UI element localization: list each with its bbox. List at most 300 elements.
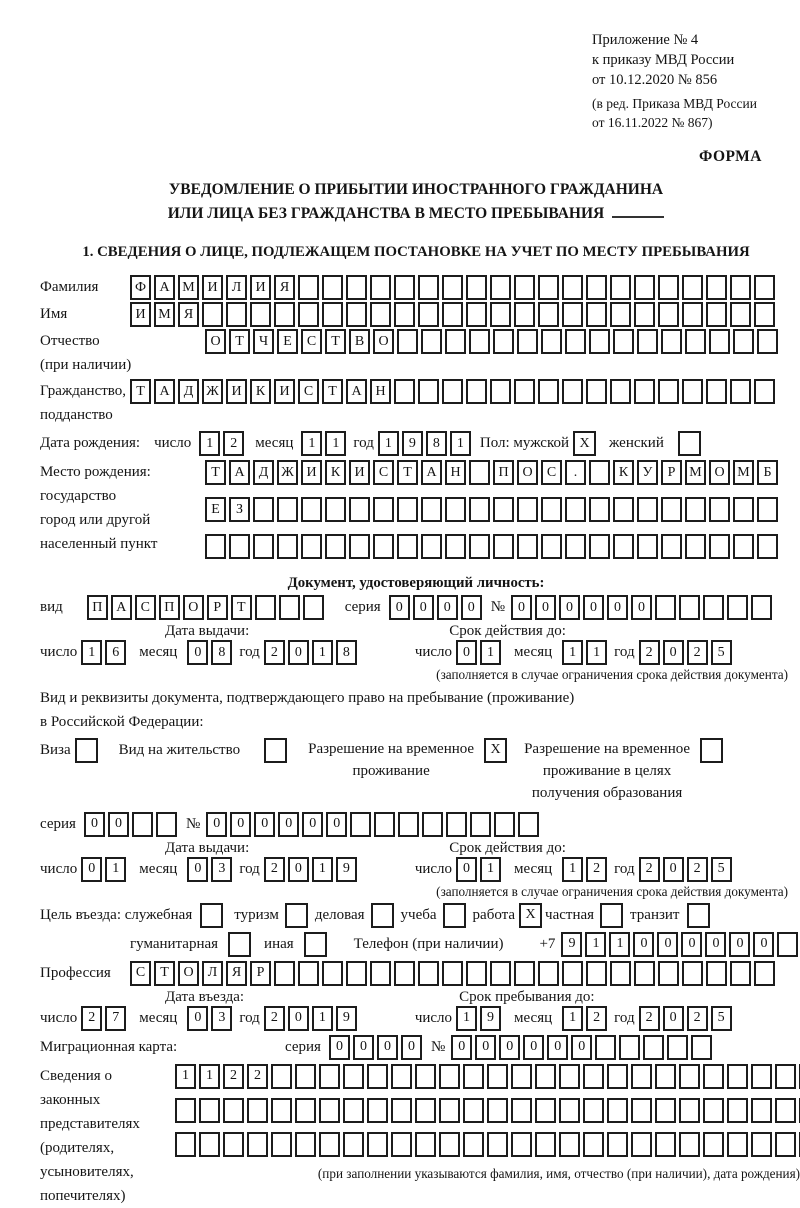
char-cell[interactable]: З: [229, 497, 250, 522]
char-cell[interactable]: О: [373, 329, 394, 354]
char-cell[interactable]: [247, 1132, 268, 1157]
char-cell[interactable]: [493, 534, 514, 559]
char-cell[interactable]: [466, 379, 487, 404]
char-cell[interactable]: 1: [562, 857, 583, 882]
char-cell[interactable]: [600, 903, 623, 928]
char-cell[interactable]: [775, 1132, 796, 1157]
char-cell[interactable]: [418, 961, 439, 986]
char-cell[interactable]: [415, 1064, 436, 1089]
char-cell[interactable]: [631, 1132, 652, 1157]
char-cell[interactable]: [727, 595, 748, 620]
male-checkbox[interactable]: [573, 431, 599, 456]
char-cell[interactable]: [667, 1035, 688, 1060]
char-cell[interactable]: [325, 534, 346, 559]
char-cell[interactable]: Ж: [202, 379, 223, 404]
char-cell[interactable]: [658, 961, 679, 986]
char-cell[interactable]: [391, 1064, 412, 1089]
char-cell[interactable]: 2: [687, 857, 708, 882]
char-cell[interactable]: А: [229, 460, 250, 485]
char-cell[interactable]: 0: [547, 1035, 568, 1060]
char-cell[interactable]: [655, 1132, 676, 1157]
char-cell[interactable]: [514, 302, 535, 327]
char-cell[interactable]: 0: [187, 857, 208, 882]
char-cell[interactable]: Ж: [277, 460, 298, 485]
char-cell[interactable]: 0: [705, 932, 726, 957]
char-cell[interactable]: [610, 379, 631, 404]
char-cell[interactable]: [687, 903, 710, 928]
char-cell[interactable]: 0: [729, 932, 750, 957]
char-cell[interactable]: [586, 302, 607, 327]
char-cell[interactable]: [175, 1098, 196, 1123]
char-cell[interactable]: [370, 302, 391, 327]
char-cell[interactable]: [610, 275, 631, 300]
char-cell[interactable]: [367, 1098, 388, 1123]
char-cell[interactable]: [538, 379, 559, 404]
char-cell[interactable]: Я: [178, 302, 199, 327]
char-cell[interactable]: [279, 595, 300, 620]
char-cell[interactable]: 2: [223, 1064, 244, 1089]
char-cell[interactable]: 0: [663, 857, 684, 882]
char-cell[interactable]: [445, 497, 466, 522]
char-cell[interactable]: С: [130, 961, 151, 986]
char-cell[interactable]: Л: [226, 275, 247, 300]
char-cell[interactable]: [610, 302, 631, 327]
char-cell[interactable]: Т: [154, 961, 175, 986]
char-cell[interactable]: [226, 302, 247, 327]
char-cell[interactable]: Ч: [253, 329, 274, 354]
char-cell[interactable]: 1: [325, 431, 346, 456]
char-cell[interactable]: [679, 595, 700, 620]
char-cell[interactable]: [439, 1064, 460, 1089]
char-cell[interactable]: 1: [312, 857, 333, 882]
char-cell[interactable]: Д: [253, 460, 274, 485]
char-cell[interactable]: 1: [378, 431, 399, 456]
char-cell[interactable]: О: [205, 329, 226, 354]
char-cell[interactable]: И: [130, 302, 151, 327]
char-cell[interactable]: [445, 534, 466, 559]
char-cell[interactable]: 1: [81, 640, 102, 665]
char-cell[interactable]: [583, 1098, 604, 1123]
char-cell[interactable]: 0: [377, 1035, 398, 1060]
char-cell[interactable]: [466, 275, 487, 300]
char-cell[interactable]: 2: [247, 1064, 268, 1089]
char-cell[interactable]: П: [87, 595, 108, 620]
char-cell[interactable]: [751, 1132, 772, 1157]
char-cell[interactable]: [631, 1064, 652, 1089]
char-cell[interactable]: А: [111, 595, 132, 620]
char-cell[interactable]: 2: [687, 640, 708, 665]
char-cell[interactable]: [775, 1064, 796, 1089]
char-cell[interactable]: [538, 275, 559, 300]
char-cell[interactable]: [518, 812, 539, 837]
char-cell[interactable]: [586, 379, 607, 404]
char-cell[interactable]: [346, 302, 367, 327]
char-cell[interactable]: 2: [223, 431, 244, 456]
char-cell[interactable]: [274, 961, 295, 986]
char-cell[interactable]: [562, 961, 583, 986]
char-cell[interactable]: Ф: [130, 275, 151, 300]
char-cell[interactable]: 0: [571, 1035, 592, 1060]
char-cell[interactable]: А: [154, 275, 175, 300]
char-cell[interactable]: [343, 1132, 364, 1157]
char-cell[interactable]: [370, 275, 391, 300]
char-cell[interactable]: [727, 1132, 748, 1157]
char-cell[interactable]: П: [159, 595, 180, 620]
char-cell[interactable]: [655, 595, 676, 620]
char-cell[interactable]: 5: [711, 857, 732, 882]
char-cell[interactable]: И: [274, 379, 295, 404]
char-cell[interactable]: [277, 497, 298, 522]
char-cell[interactable]: 0: [753, 932, 774, 957]
char-cell[interactable]: 3: [211, 1006, 232, 1031]
char-cell[interactable]: 8: [336, 640, 357, 665]
char-cell[interactable]: Е: [205, 497, 226, 522]
char-cell[interactable]: [418, 302, 439, 327]
char-cell[interactable]: [658, 379, 679, 404]
char-cell[interactable]: [442, 302, 463, 327]
char-cell[interactable]: [298, 275, 319, 300]
char-cell[interactable]: Т: [325, 329, 346, 354]
char-cell[interactable]: [470, 812, 491, 837]
char-cell[interactable]: [391, 1098, 412, 1123]
char-cell[interactable]: X: [519, 903, 542, 928]
char-cell[interactable]: С: [298, 379, 319, 404]
char-cell[interactable]: [613, 534, 634, 559]
char-cell[interactable]: [397, 329, 418, 354]
char-cell[interactable]: [490, 961, 511, 986]
char-cell[interactable]: 1: [480, 857, 501, 882]
char-cell[interactable]: [538, 302, 559, 327]
char-cell[interactable]: С: [135, 595, 156, 620]
char-cell[interactable]: [511, 1064, 532, 1089]
char-cell[interactable]: [415, 1098, 436, 1123]
char-cell[interactable]: О: [183, 595, 204, 620]
char-cell[interactable]: [730, 961, 751, 986]
char-cell[interactable]: [775, 1098, 796, 1123]
char-cell[interactable]: [322, 302, 343, 327]
char-cell[interactable]: 0: [108, 812, 129, 837]
char-cell[interactable]: [706, 275, 727, 300]
char-cell[interactable]: [247, 1098, 268, 1123]
char-cell[interactable]: [175, 1132, 196, 1157]
char-cell[interactable]: 0: [535, 595, 556, 620]
char-cell[interactable]: И: [349, 460, 370, 485]
char-cell[interactable]: [727, 1064, 748, 1089]
char-cell[interactable]: [562, 379, 583, 404]
char-cell[interactable]: 7: [105, 1006, 126, 1031]
char-cell[interactable]: 0: [230, 812, 251, 837]
char-cell[interactable]: [511, 1098, 532, 1123]
char-cell[interactable]: С: [301, 329, 322, 354]
char-cell[interactable]: [634, 302, 655, 327]
char-cell[interactable]: [754, 302, 775, 327]
char-cell[interactable]: [589, 534, 610, 559]
char-cell[interactable]: [586, 961, 607, 986]
char-cell[interactable]: [319, 1132, 340, 1157]
char-cell[interactable]: [631, 1098, 652, 1123]
char-cell[interactable]: [397, 534, 418, 559]
char-cell[interactable]: 0: [456, 857, 477, 882]
char-cell[interactable]: 0: [583, 595, 604, 620]
char-cell[interactable]: 0: [84, 812, 105, 837]
char-cell[interactable]: [541, 329, 562, 354]
char-cell[interactable]: [685, 329, 706, 354]
char-cell[interactable]: Б: [757, 460, 778, 485]
char-cell[interactable]: П: [493, 460, 514, 485]
char-cell[interactable]: С: [373, 460, 394, 485]
char-cell[interactable]: [754, 275, 775, 300]
char-cell[interactable]: [565, 329, 586, 354]
char-cell[interactable]: [661, 329, 682, 354]
char-cell[interactable]: [655, 1098, 676, 1123]
char-cell[interactable]: 0: [511, 595, 532, 620]
char-cell[interactable]: [421, 534, 442, 559]
char-cell[interactable]: [349, 534, 370, 559]
temp-permit-edu-checkbox[interactable]: [700, 738, 726, 763]
char-cell[interactable]: Т: [397, 460, 418, 485]
char-cell[interactable]: [271, 1132, 292, 1157]
char-cell[interactable]: X: [573, 431, 596, 456]
char-cell[interactable]: [703, 1098, 724, 1123]
char-cell[interactable]: [709, 329, 730, 354]
char-cell[interactable]: 0: [607, 595, 628, 620]
char-cell[interactable]: [487, 1098, 508, 1123]
char-cell[interactable]: 0: [288, 640, 309, 665]
char-cell[interactable]: [442, 379, 463, 404]
char-cell[interactable]: [75, 738, 98, 763]
char-cell[interactable]: А: [421, 460, 442, 485]
char-cell[interactable]: 1: [586, 640, 607, 665]
char-cell[interactable]: В: [349, 329, 370, 354]
char-cell[interactable]: [298, 961, 319, 986]
char-cell[interactable]: [373, 497, 394, 522]
char-cell[interactable]: У: [637, 460, 658, 485]
char-cell[interactable]: 1: [609, 932, 630, 957]
char-cell[interactable]: 0: [657, 932, 678, 957]
char-cell[interactable]: [350, 812, 371, 837]
char-cell[interactable]: [706, 379, 727, 404]
char-cell[interactable]: [559, 1064, 580, 1089]
char-cell[interactable]: И: [301, 460, 322, 485]
char-cell[interactable]: [303, 595, 324, 620]
char-cell[interactable]: [709, 534, 730, 559]
char-cell[interactable]: [343, 1098, 364, 1123]
char-cell[interactable]: [421, 329, 442, 354]
char-cell[interactable]: [727, 1098, 748, 1123]
char-cell[interactable]: [541, 497, 562, 522]
char-cell[interactable]: [415, 1132, 436, 1157]
char-cell[interactable]: 0: [523, 1035, 544, 1060]
char-cell[interactable]: [442, 961, 463, 986]
char-cell[interactable]: О: [517, 460, 538, 485]
char-cell[interactable]: [349, 497, 370, 522]
char-cell[interactable]: 9: [336, 857, 357, 882]
char-cell[interactable]: Я: [274, 275, 295, 300]
char-cell[interactable]: [156, 812, 177, 837]
visa-checkbox[interactable]: [75, 738, 101, 763]
char-cell[interactable]: 9: [336, 1006, 357, 1031]
char-cell[interactable]: [595, 1035, 616, 1060]
char-cell[interactable]: [421, 497, 442, 522]
char-cell[interactable]: [199, 1132, 220, 1157]
char-cell[interactable]: 2: [586, 1006, 607, 1031]
char-cell[interactable]: [445, 329, 466, 354]
char-cell[interactable]: [754, 379, 775, 404]
char-cell[interactable]: Я: [226, 961, 247, 986]
char-cell[interactable]: [637, 534, 658, 559]
char-cell[interactable]: [709, 497, 730, 522]
char-cell[interactable]: [586, 275, 607, 300]
char-cell[interactable]: 0: [187, 640, 208, 665]
char-cell[interactable]: [658, 302, 679, 327]
char-cell[interactable]: [757, 497, 778, 522]
char-cell[interactable]: [637, 329, 658, 354]
char-cell[interactable]: [613, 329, 634, 354]
char-cell[interactable]: 0: [288, 857, 309, 882]
char-cell[interactable]: [565, 497, 586, 522]
char-cell[interactable]: [517, 497, 538, 522]
char-cell[interactable]: 0: [401, 1035, 422, 1060]
char-cell[interactable]: 1: [199, 431, 220, 456]
char-cell[interactable]: [463, 1098, 484, 1123]
char-cell[interactable]: [514, 275, 535, 300]
temp-permit-checkbox[interactable]: [484, 738, 510, 763]
char-cell[interactable]: [367, 1064, 388, 1089]
char-cell[interactable]: [394, 275, 415, 300]
char-cell[interactable]: 1: [175, 1064, 196, 1089]
char-cell[interactable]: [733, 329, 754, 354]
char-cell[interactable]: [253, 534, 274, 559]
char-cell[interactable]: О: [709, 460, 730, 485]
char-cell[interactable]: [469, 329, 490, 354]
char-cell[interactable]: [514, 379, 535, 404]
char-cell[interactable]: А: [154, 379, 175, 404]
char-cell[interactable]: [463, 1064, 484, 1089]
char-cell[interactable]: [285, 903, 308, 928]
char-cell[interactable]: [493, 497, 514, 522]
char-cell[interactable]: [205, 534, 226, 559]
char-cell[interactable]: [398, 812, 419, 837]
char-cell[interactable]: [253, 497, 274, 522]
char-cell[interactable]: [439, 1132, 460, 1157]
char-cell[interactable]: 1: [199, 1064, 220, 1089]
char-cell[interactable]: [730, 379, 751, 404]
char-cell[interactable]: [463, 1132, 484, 1157]
char-cell[interactable]: Т: [231, 595, 252, 620]
purpose-work-checkbox[interactable]: [519, 903, 545, 928]
char-cell[interactable]: [511, 1132, 532, 1157]
char-cell[interactable]: 2: [639, 1006, 660, 1031]
char-cell[interactable]: [607, 1132, 628, 1157]
char-cell[interactable]: 1: [105, 857, 126, 882]
char-cell[interactable]: 0: [326, 812, 347, 837]
char-cell[interactable]: [535, 1064, 556, 1089]
char-cell[interactable]: [200, 903, 223, 928]
char-cell[interactable]: [277, 534, 298, 559]
char-cell[interactable]: 1: [312, 640, 333, 665]
char-cell[interactable]: .: [565, 460, 586, 485]
char-cell[interactable]: [469, 497, 490, 522]
char-cell[interactable]: [583, 1064, 604, 1089]
char-cell[interactable]: [685, 534, 706, 559]
char-cell[interactable]: [517, 534, 538, 559]
char-cell[interactable]: [343, 1064, 364, 1089]
char-cell[interactable]: 1: [301, 431, 322, 456]
char-cell[interactable]: 2: [264, 857, 285, 882]
char-cell[interactable]: [757, 534, 778, 559]
char-cell[interactable]: 1: [480, 640, 501, 665]
char-cell[interactable]: [469, 460, 490, 485]
char-cell[interactable]: [223, 1098, 244, 1123]
char-cell[interactable]: И: [202, 275, 223, 300]
char-cell[interactable]: [679, 1132, 700, 1157]
char-cell[interactable]: [703, 595, 724, 620]
char-cell[interactable]: О: [178, 961, 199, 986]
char-cell[interactable]: [319, 1098, 340, 1123]
char-cell[interactable]: [610, 961, 631, 986]
char-cell[interactable]: И: [226, 379, 247, 404]
char-cell[interactable]: 5: [711, 640, 732, 665]
char-cell[interactable]: 0: [631, 595, 652, 620]
char-cell[interactable]: [228, 932, 251, 957]
char-cell[interactable]: 0: [302, 812, 323, 837]
char-cell[interactable]: [682, 961, 703, 986]
char-cell[interactable]: 0: [288, 1006, 309, 1031]
char-cell[interactable]: [777, 932, 798, 957]
char-cell[interactable]: [703, 1132, 724, 1157]
char-cell[interactable]: [679, 1064, 700, 1089]
char-cell[interactable]: 2: [639, 640, 660, 665]
char-cell[interactable]: [682, 379, 703, 404]
char-cell[interactable]: [678, 431, 701, 456]
char-cell[interactable]: [370, 961, 391, 986]
char-cell[interactable]: [541, 534, 562, 559]
char-cell[interactable]: 9: [480, 1006, 501, 1031]
char-cell[interactable]: [301, 534, 322, 559]
char-cell[interactable]: [661, 534, 682, 559]
char-cell[interactable]: С: [541, 460, 562, 485]
char-cell[interactable]: 2: [586, 857, 607, 882]
char-cell[interactable]: [394, 379, 415, 404]
char-cell[interactable]: 2: [687, 1006, 708, 1031]
char-cell[interactable]: 1: [456, 1006, 477, 1031]
char-cell[interactable]: А: [346, 379, 367, 404]
char-cell[interactable]: [589, 497, 610, 522]
char-cell[interactable]: 0: [81, 857, 102, 882]
char-cell[interactable]: [325, 497, 346, 522]
char-cell[interactable]: 0: [461, 595, 482, 620]
char-cell[interactable]: Р: [661, 460, 682, 485]
char-cell[interactable]: [562, 302, 583, 327]
char-cell[interactable]: [371, 903, 394, 928]
char-cell[interactable]: 0: [451, 1035, 472, 1060]
char-cell[interactable]: 5: [711, 1006, 732, 1031]
char-cell[interactable]: [443, 903, 466, 928]
char-cell[interactable]: [751, 1098, 772, 1123]
char-cell[interactable]: [706, 961, 727, 986]
char-cell[interactable]: 0: [663, 640, 684, 665]
char-cell[interactable]: [301, 497, 322, 522]
char-cell[interactable]: [319, 1064, 340, 1089]
char-cell[interactable]: [490, 275, 511, 300]
char-cell[interactable]: К: [250, 379, 271, 404]
char-cell[interactable]: [274, 302, 295, 327]
char-cell[interactable]: [271, 1064, 292, 1089]
char-cell[interactable]: Л: [202, 961, 223, 986]
char-cell[interactable]: [322, 961, 343, 986]
char-cell[interactable]: 9: [561, 932, 582, 957]
char-cell[interactable]: [264, 738, 287, 763]
